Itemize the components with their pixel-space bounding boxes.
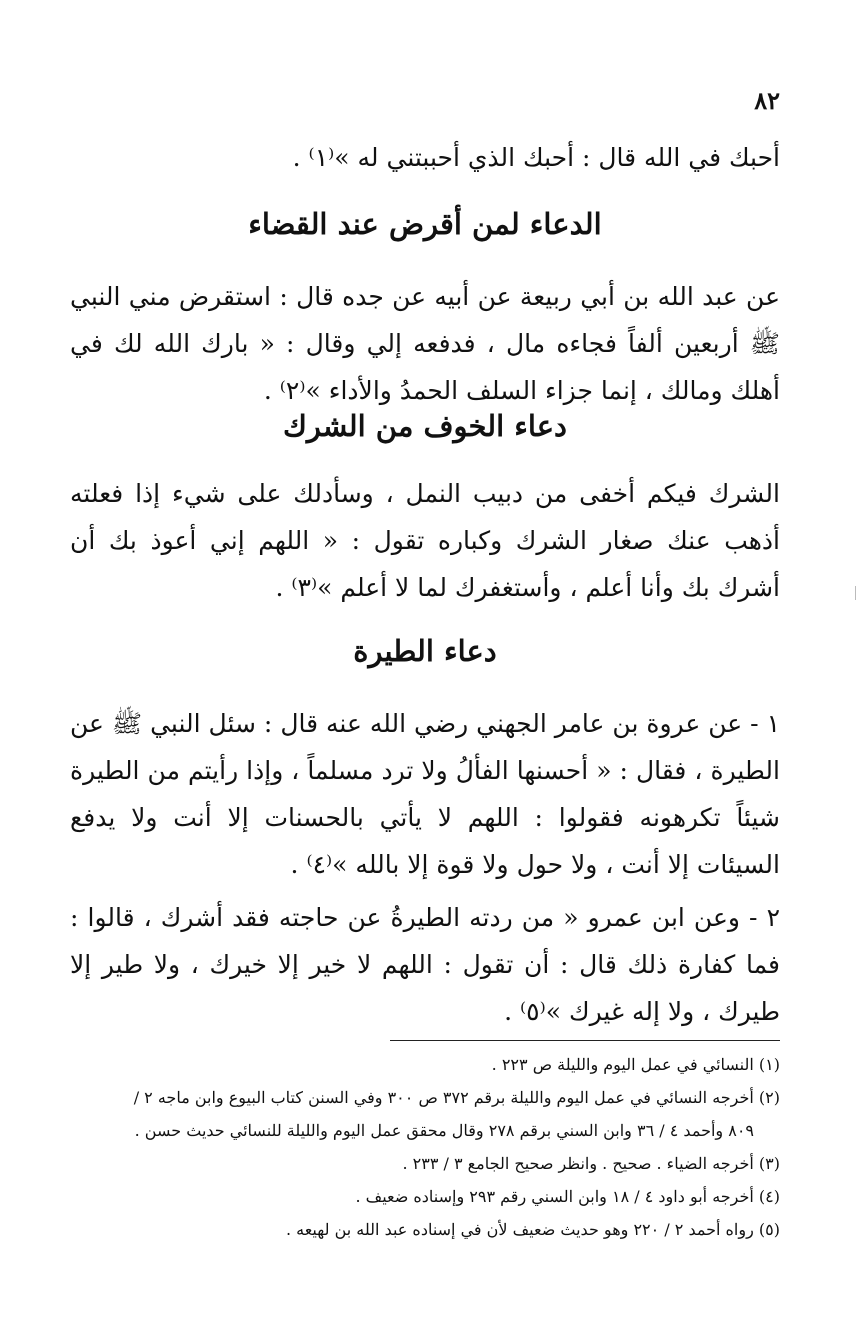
footnote: (٥) رواه أحمد ٢ / ٢٢٠ وهو حديث ضعيف لأن في إسناده عبد الله بن لهيعه . — [285, 1220, 780, 1239]
section-tiyara-item-2 — [70, 894, 780, 1035]
footnotes — [60, 1048, 780, 1246]
section-paragraph: الشرك فيكم أخفى من دبيب النمل ، وسأدلك على شيء إذا فعلته أذهب عنك صغار الشرك وكباره تقول : « اللهم إني أعوذ بك أن أشرك بك وأنا أعلم ، وأستغفرك لما لا أعلم »⁽٣⁾ . — [70, 479, 780, 602]
footnote: (١) النسائي في عمل اليوم والليلة ص ٢٢٣ . — [491, 1055, 780, 1074]
numbered-paragraph: ١ - عن عروة بن عامر الجهني رضي الله عنه قال : سئل النبي ﷺ عن الطيرة ، فقال : « أحسنها الفألُ ولا ترد مسلماً ، وإذا رأيتم من الطيرة شيئاً تكرهونه فقولوا : اللهم لا يأتي بالحسنات إلا أنت ولا يدفع السيئات إلا أنت ، ولا حول ولا قوة إلا بالله »⁽٤⁾ . — [70, 709, 780, 879]
section-paragraph: عن عبد الله بن أبي ربيعة عن أبيه عن جده قال : استقرض مني النبي ﷺ أربعين ألفاً فجاءه مال ، فدفعه إلي وقال : « بارك الله لك في أهلك ومالك ، إنما جزاء السلف الحمدُ والأداء »⁽٢⁾ . — [70, 282, 780, 405]
footnote-separator — [390, 1040, 780, 1041]
book-page — [70, 0, 780, 1319]
section-heading: دعاء الطيرة — [353, 634, 497, 668]
intro-paragraph: أحبك في الله قال : أحبك الذي أحببتني له »⁽١⁾ . — [292, 143, 780, 172]
section-loan-repayment — [70, 207, 780, 241]
numbered-paragraph: ٢ - وعن ابن عمرو « من ردته الطيرةُ عن حاجته فقد أشرك ، قالوا : فما كفارة ذلك قال : أن تقول : اللهم لا خير إلا خيرك ، ولا طير إلا طيرك ، ولا إله غيرك »⁽٥⁾ . — [70, 903, 780, 1026]
page-number: ٨٢ — [754, 86, 780, 115]
intro-paragraph-block — [70, 134, 780, 181]
section-heading: الدعاء لمن أقرض عند القضاء — [248, 207, 602, 241]
footnote: (٤) أخرجه أبو داود ٤ / ١٨ وابن السني رقم ٢٩٣ وإسناده ضعيف . — [355, 1187, 780, 1206]
footnote-continuation: ٨٠٩ وأحمد ٤ / ٣٦ وابن السني برقم ٢٧٨ وقال محقق عمل اليوم والليلة للنسائي حديث حسن . — [134, 1121, 754, 1140]
section-loan-repayment-body — [70, 273, 780, 414]
scan-artifact — [855, 586, 856, 600]
section-fear-of-shirk — [70, 409, 780, 443]
section-fear-of-shirk-body — [70, 470, 780, 611]
footnote: (٣) أخرجه الضياء . صحيح . وانظر صحيح الجامع ٣ / ٢٣٣ . — [402, 1154, 780, 1173]
footnote: (٢) أخرجه النسائي في عمل اليوم والليلة برقم ٣٧٢ ص ٣٠٠ وفي السنن كتاب البيوع وابن ماجه ٢ / — [133, 1088, 780, 1107]
section-tiyara-item-1 — [70, 700, 780, 888]
section-heading: دعاء الخوف من الشرك — [283, 409, 567, 443]
section-tiyara — [70, 634, 780, 668]
